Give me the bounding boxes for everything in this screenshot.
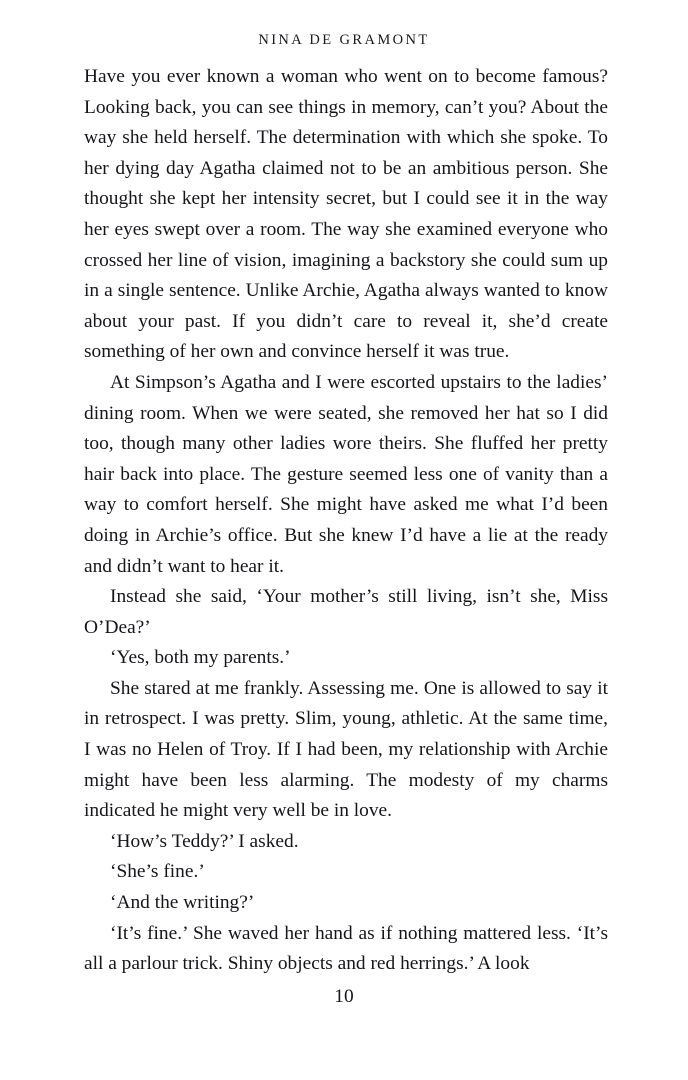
paragraph: ‘How’s Teddy?’ I asked. <box>110 830 299 852</box>
paragraph: ‘Yes, both my parents.’ <box>110 647 291 669</box>
body-text <box>84 62 608 980</box>
running-head: NINA DE GRAMONT <box>258 32 430 48</box>
page-number: 10 <box>334 986 354 1007</box>
paragraph: Have you ever known a woman who went on to become famous? Looking back, you can see things in memory, can’t you? About the way she held herself. The determination with which she spoke. To her dying day Agatha claimed not to be an ambitious person. She thought she kept her intensity secret, but I could see it in the way her eyes swept over a room. The way she examined everyone who crossed her line of vision, imagining a backstory she could sum up in a single sentence. Unlike Archie, Agatha always wanted to know about your past. If you didn’t care to reveal it, she’d create something of her own and convince herself it was true. <box>84 66 608 363</box>
paragraph: Instead she said, ‘Your mother’s still living, isn’t she, Miss O’Dea?’ <box>84 586 608 638</box>
paragraph: She stared at me frankly. Assessing me. One is allowed to say it in retrospect. I was pretty. Slim, young, athletic. At the same time, I was no Helen of Troy. If I had been, my relationship with Archie might have been less alarming. The modesty of my charms indicated he might very well be in love. <box>84 677 608 822</box>
paragraph: ‘She’s fine.’ <box>110 861 205 883</box>
paragraph: ‘And the writing?’ <box>110 892 255 914</box>
paragraph: At Simpson’s Agatha and I were escorted upstairs to the ladies’ dining room. When we were seated, she removed her hat so I did too, though many other ladies wore theirs. She fluffed her pretty hair back into place. The gesture seemed less one of vanity than a way to comfort herself. She might have asked me what I’d been doing in Archie’s office. But she knew I’d have a lie at the ready and didn’t want to hear it. <box>84 371 608 577</box>
paragraph: ‘It’s fine.’ She waved her hand as if nothing mattered less. ‘It’s all a parlour trick. Shiny objects and red herrings.’ A look <box>84 922 608 975</box>
